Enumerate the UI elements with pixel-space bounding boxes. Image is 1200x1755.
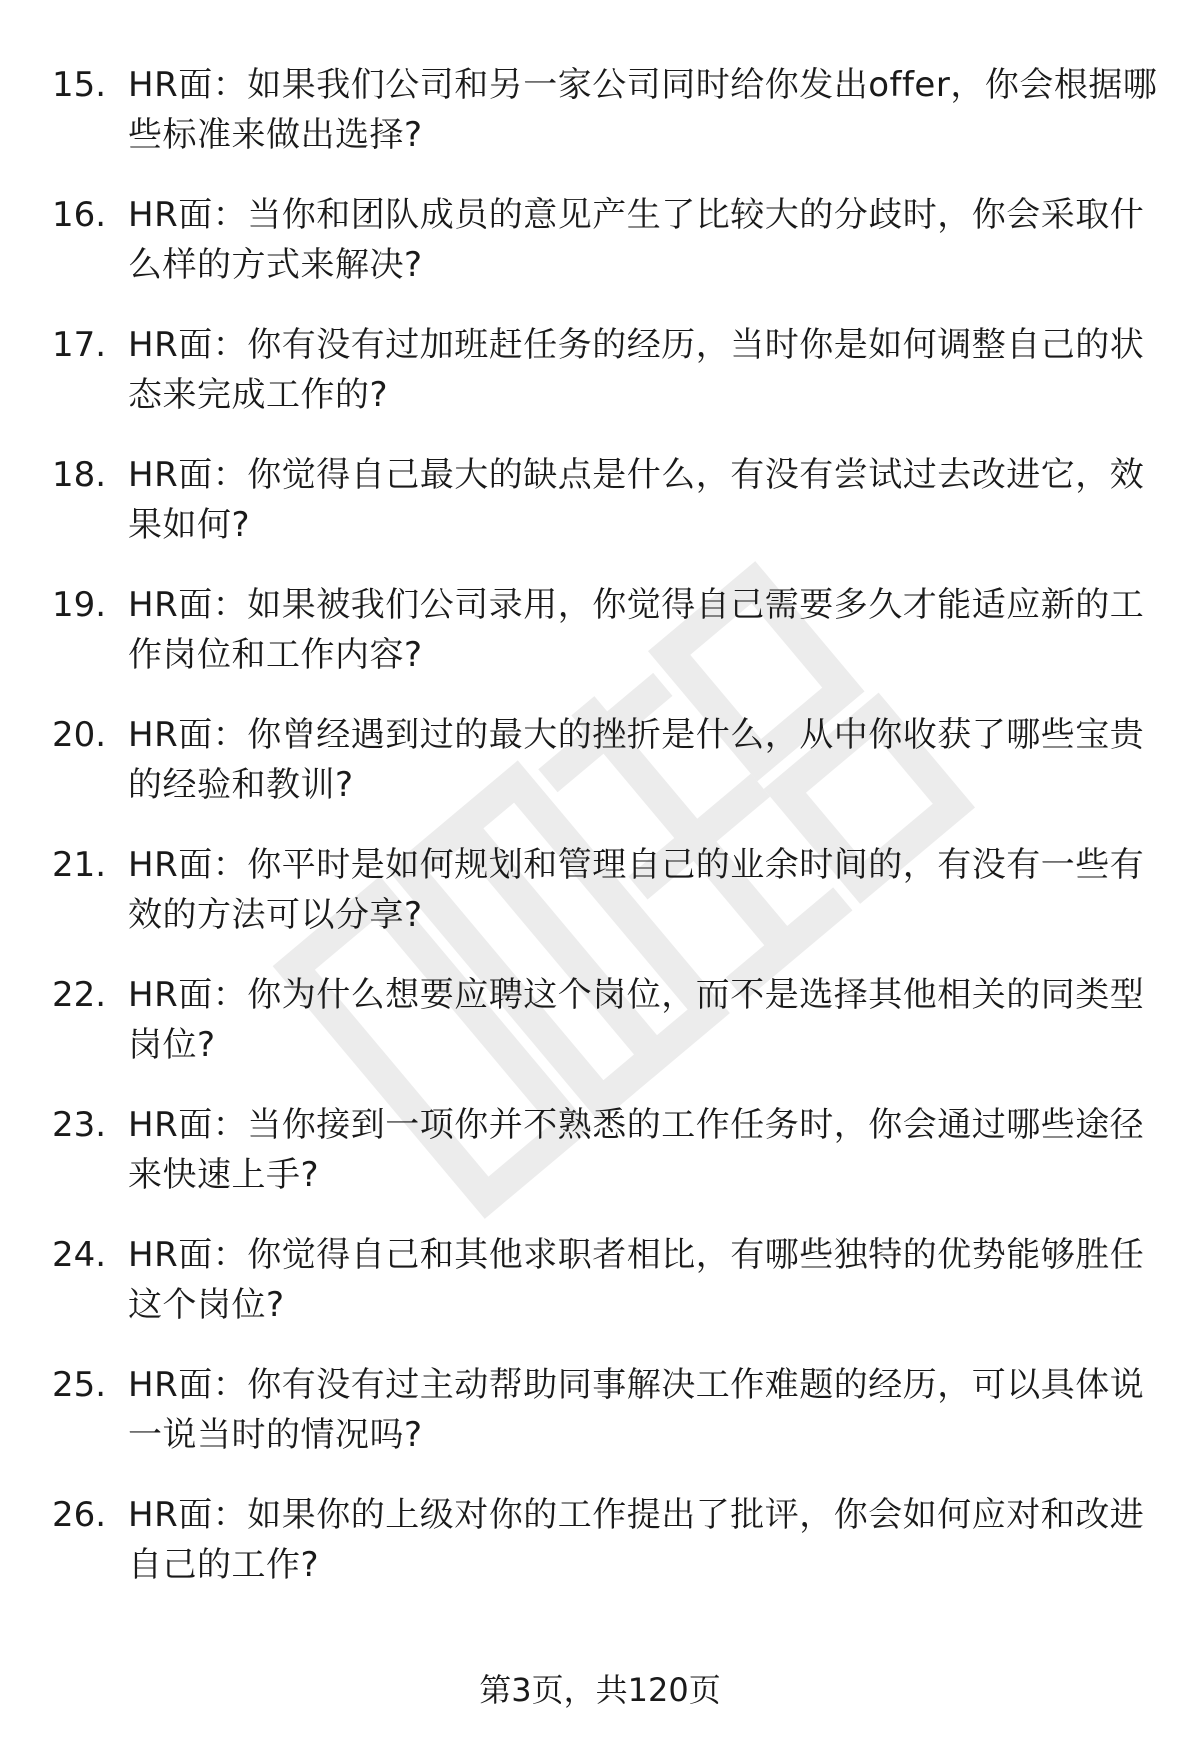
question-item — [0, 840, 1200, 970]
question-item — [0, 450, 1200, 580]
page-footer: 第3页，共120页 — [479, 1671, 721, 1709]
question-item — [0, 970, 1200, 1100]
question-text: HR面：如果你的上级对你的工作提出了批评，你会如何应对和改进自己的工作? — [128, 1495, 1145, 1585]
question-item — [0, 1360, 1200, 1490]
question-text: HR面：当你接到一项你并不熟悉的工作任务时，你会通过哪些途径来快速上手? — [128, 1105, 1145, 1195]
question-text: HR面：你觉得自己和其他求职者相比，有哪些独特的优势能够胜任这个岗位? — [128, 1235, 1145, 1325]
question-number: 17. — [52, 325, 107, 365]
question-number: 22. — [52, 975, 107, 1015]
question-text: HR面：当你和团队成员的意见产生了比较大的分歧时，你会采取什么样的方式来解决? — [128, 195, 1145, 285]
question-text: HR面：你为什么想要应聘这个岗位，而不是选择其他相关的同类型岗位? — [128, 975, 1145, 1065]
question-number: 20. — [52, 715, 107, 755]
question-number: 19. — [52, 585, 107, 625]
question-list — [0, 60, 1200, 1620]
question-item — [0, 60, 1200, 190]
question-number: 25. — [52, 1365, 107, 1405]
question-number: 24. — [52, 1235, 107, 1275]
question-text: HR面：你觉得自己最大的缺点是什么，有没有尝试过去改进它，效果如何? — [128, 455, 1145, 545]
question-number: 21. — [52, 845, 107, 885]
question-item — [0, 1100, 1200, 1230]
question-number: 26. — [52, 1495, 107, 1535]
question-text: HR面：如果我们公司和另一家公司同时给你发出offer，你会根据哪些标准来做出选择? — [128, 65, 1158, 155]
question-item — [0, 580, 1200, 710]
question-text: HR面：你曾经遇到过的最大的挫折是什么，从中你收获了哪些宝贵的经验和教训? — [128, 715, 1145, 805]
question-item — [0, 1490, 1200, 1620]
question-number: 18. — [52, 455, 107, 495]
question-text: HR面：你有没有过主动帮助同事解决工作难题的经历，可以具体说一说当时的情况吗? — [128, 1365, 1145, 1455]
question-number: 16. — [52, 195, 107, 235]
question-item — [0, 710, 1200, 840]
question-number: 15. — [52, 65, 107, 105]
question-number: 23. — [52, 1105, 107, 1145]
question-item — [0, 320, 1200, 450]
question-item — [0, 1230, 1200, 1360]
question-item — [0, 190, 1200, 320]
question-text: HR面：如果被我们公司录用，你觉得自己需要多久才能适应新的工作岗位和工作内容? — [128, 585, 1145, 675]
question-text: HR面：你平时是如何规划和管理自己的业余时间的，有没有一些有效的方法可以分享? — [128, 845, 1145, 935]
question-text: HR面：你有没有过加班赶任务的经历，当时你是如何调整自己的状态来完成工作的? — [128, 325, 1145, 415]
